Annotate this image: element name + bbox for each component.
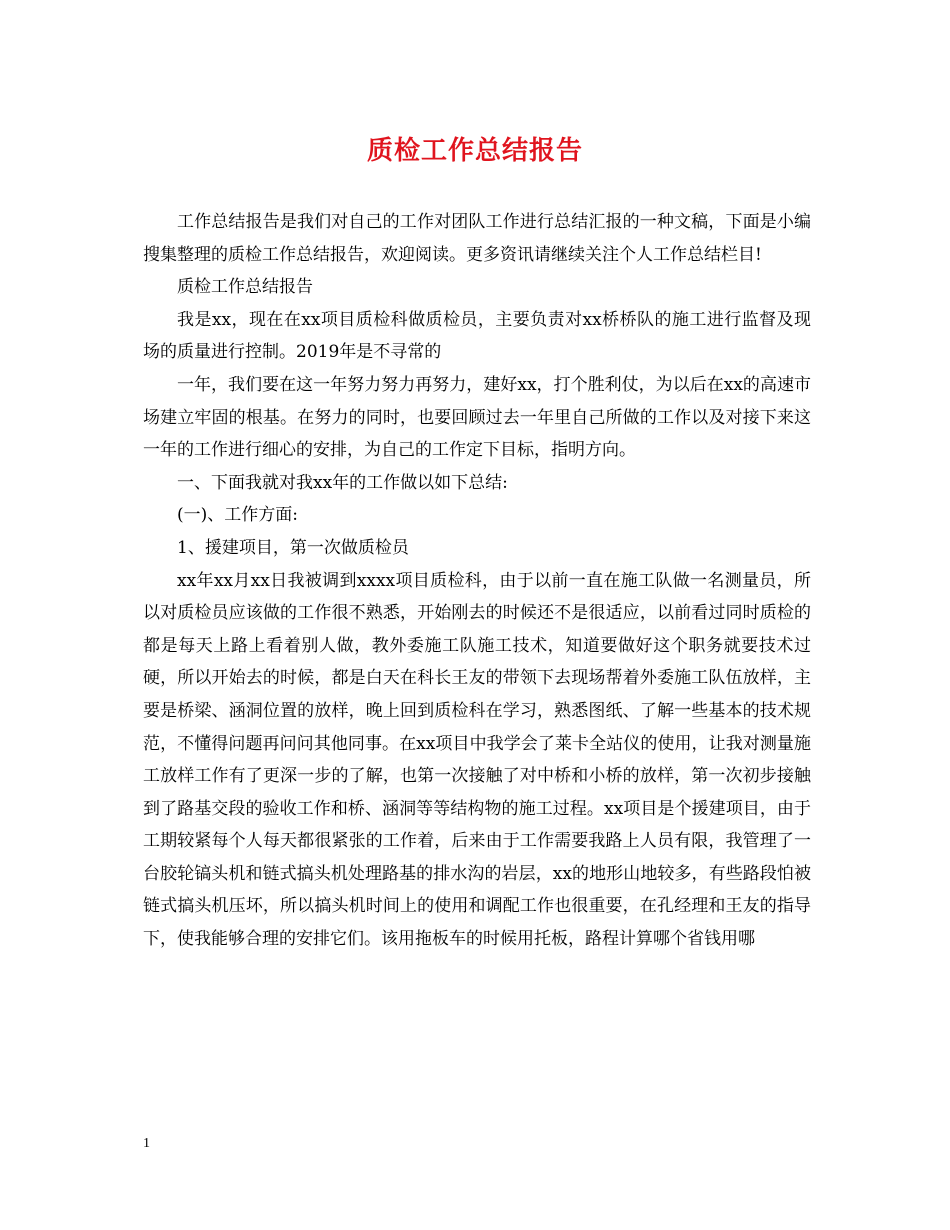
paragraph-self-intro: 我是xx，现在在xx项目质检科做质检员，主要负责对xx桥桥队的施工进行监督及现场的质量进行控制。2019年是不寻常的	[143, 309, 811, 363]
paragraph-subtitle: 质检工作总结报告	[177, 277, 313, 298]
page-number: 1	[143, 1136, 150, 1151]
paragraph-intro: 工作总结报告是我们对自己的工作对团队工作进行总结汇报的一种文稿，下面是小编搜集整理的质检工作总结报告，欢迎阅读。更多资讯请继续关注个人工作总结栏目!	[143, 212, 811, 265]
document-body	[143, 206, 811, 956]
document-title: 质检工作总结报告	[366, 136, 583, 166]
section-heading-summary: 一、下面我就对我xx年的工作做以如下总结:	[177, 472, 508, 493]
paragraph-aid-project-detail: xx年xx月xx日我被调到xxxx项目质检科，由于以前一直在施工队做一名测量员，所以对质检员应该做的工作很不熟悉，开始刚去的时候还不是很适应，以前看过同时质检的都是每天上路上看着别人做，教外委施工队施工技术，知道要做好这个职务就要技术过硬，所以开始去的时候，都是白天在科长王友的带领下去现场帮着外委施工队伍放样，主要是桥梁、涵洞位置的放样，晚上回到质检科在学习，熟悉图纸、了解一些基本的技术规范，不懂得问题再问问其他同事。在xx项目中我学会了莱卡全站仪的使用，让我对测量施工放样工作有了更深一步的了解，也第一次接触了对中桥和小桥的放样，第一次初步接触到了路基交段的验收工作和桥、涵洞等等结构物的施工过程。xx项目是个援建项目，由于工期较紧每个人每天都很紧张的工作着，后来由于工作需要我路上人员有限，我管理了一台胶轮镐头机和链式搞头机处理路基的排水沟的岩层，xx的地形山地较多，有些路段怕被链式搞头机压坏，所以搞头机时间上的使用和调配工作也很重要，在孔经理和王友的指导下，使我能够合理的安排它们。该用拖板车的时候用托板，路程计算哪个省钱用哪	[143, 570, 811, 950]
section-heading-work: (一)、工作方面:	[177, 505, 298, 526]
paragraph-year-goals: 一年，我们要在这一年努力努力再努力，建好xx，打个胜利仗，为以后在xx的高速市场建立牢固的根基。在努力的同时，也要回顾过去一年里自己所做的工作以及对接下来这一年的工作进行细心的安排，为自己的工作定下目标，指明方向。	[143, 374, 811, 461]
section-heading-aid-project: 1、援建项目，第一次做质检员	[177, 537, 409, 558]
